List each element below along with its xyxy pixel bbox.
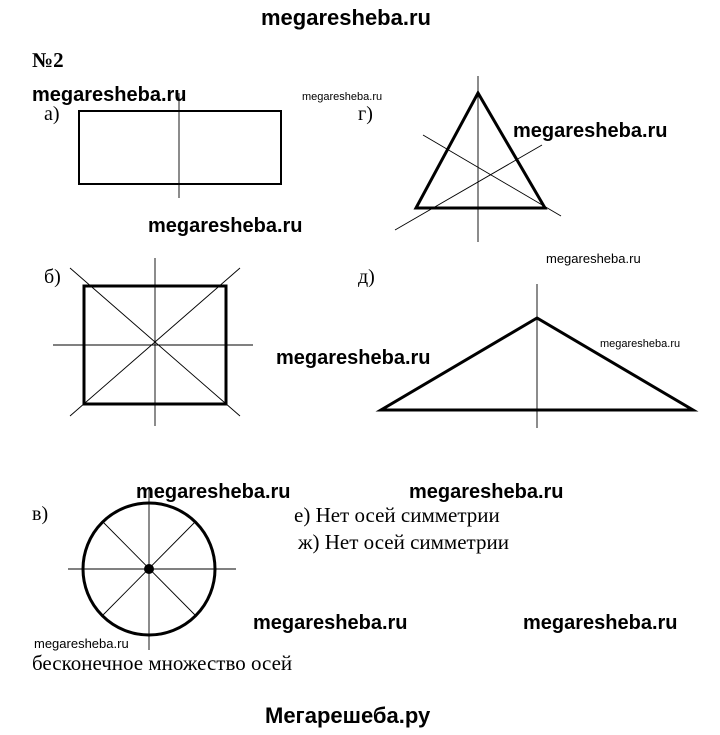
label-g: г) [358, 103, 373, 125]
task-number: №2 [32, 48, 64, 72]
label-v: в) [32, 503, 49, 525]
note-circle: бесконечное множество осей [32, 651, 293, 675]
circle-figure [68, 488, 236, 650]
watermark-small: megaresheba.ru [302, 91, 383, 103]
note-e: е) Нет осей симметрии [294, 503, 500, 527]
watermark-small: megaresheba.ru [34, 636, 129, 651]
footer-brand: Мегарешеба.ру [265, 703, 431, 728]
watermark: megaresheba.ru [148, 215, 303, 237]
watermark: megaresheba.ru [32, 84, 187, 106]
watermark-small: megaresheba.ru [600, 338, 681, 350]
watermark-small: megaresheba.ru [546, 251, 641, 266]
watermark: megaresheba.ru [136, 481, 291, 503]
triangle-figure [395, 76, 561, 242]
watermark: megaresheba.ru [523, 612, 678, 634]
header-watermark: megaresheba.ru [261, 5, 431, 30]
watermark: megaresheba.ru [513, 120, 668, 142]
watermark: megaresheba.ru [253, 612, 408, 634]
square-figure [53, 258, 253, 426]
label-d: д) [358, 266, 375, 288]
note-zh: ж) Нет осей симметрии [298, 530, 509, 554]
watermark: megaresheba.ru [276, 347, 431, 369]
label-b: б) [44, 266, 61, 288]
label-a: а) [44, 103, 60, 125]
rectangle-figure [79, 93, 281, 198]
watermark: megaresheba.ru [409, 481, 564, 503]
